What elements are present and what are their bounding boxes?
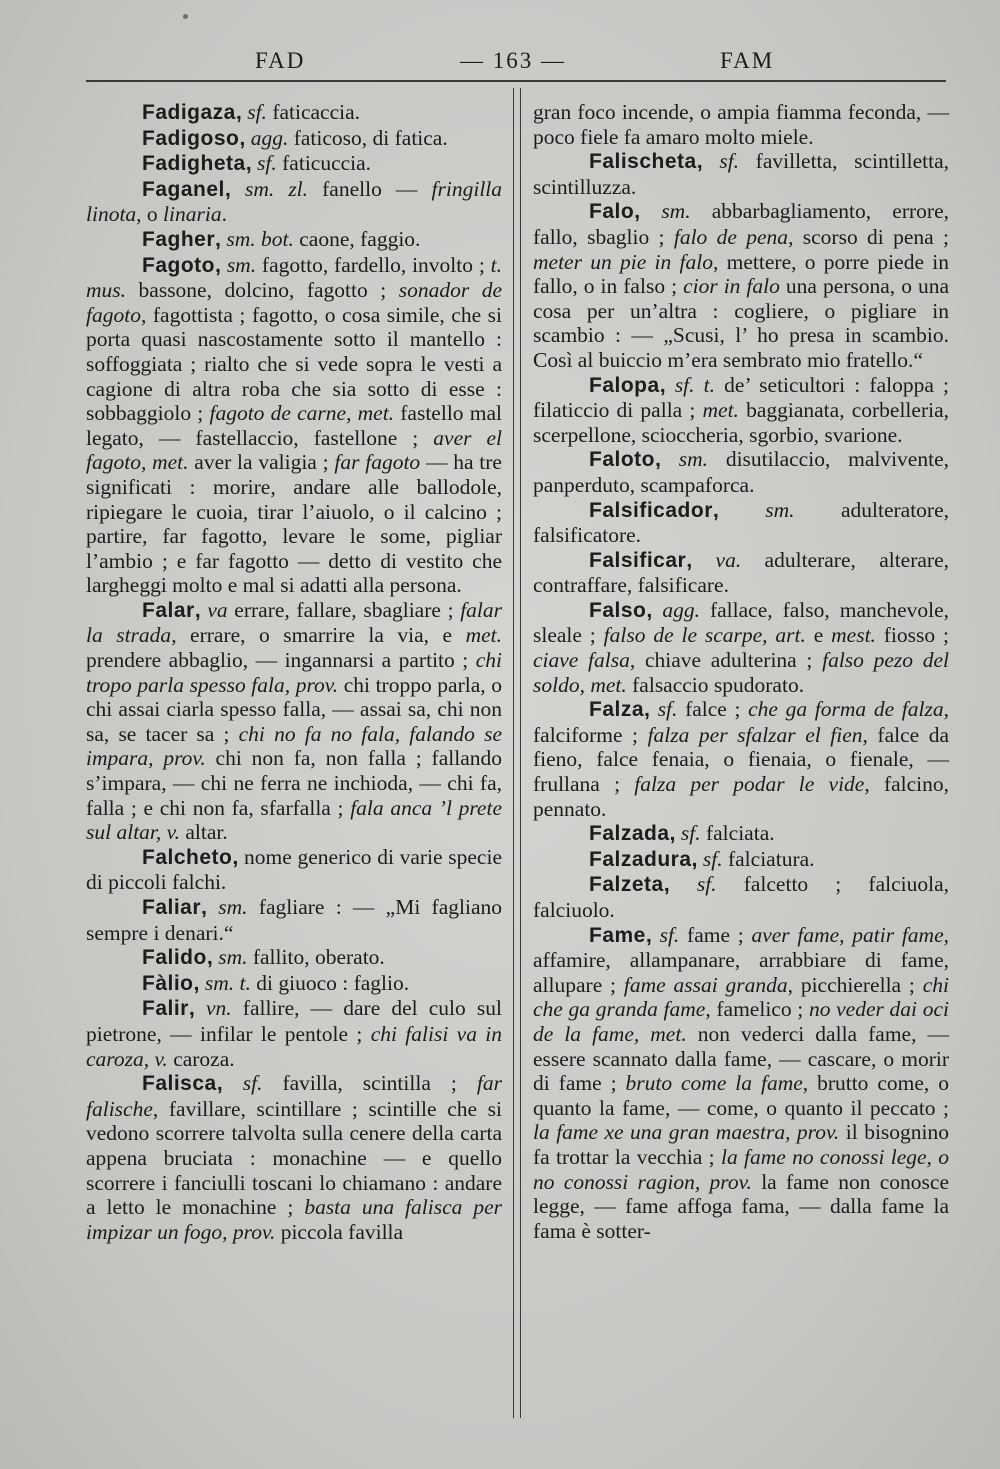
entry-text: adulteratore, falsificatore. [533, 497, 949, 548]
entry-italic-text: far fagoto [334, 450, 421, 475]
entry-text: prendere abbaglio, — ingannarsi a partito ; [86, 648, 476, 673]
entry-headword: Falido [142, 946, 207, 970]
entry-italic-text: sonador de fagoto [86, 278, 502, 327]
entry-text [719, 498, 765, 522]
entry-italic-text: far falische [86, 1071, 502, 1121]
dictionary-entry: Falso, agg. fallace, falso, manchevole, sleale ; falso de le scarpe, art. e mest. fiosso ; ciave falsa, chiave adulterina ; falso pezo del soldo, met. falsaccio spudorato. [533, 597, 949, 697]
entry-text: una persona, o una cosa per un’altra : cogliere, o pigliare in scambio : — „Scusi, l’ ho presa in scambio. Così al buiccio m’era sembrato mio fratello.“ [533, 274, 949, 372]
entry-italic-text: ciave falsa [533, 648, 630, 673]
entry-text: , o [136, 202, 164, 227]
entry-italic-text: sm. [226, 252, 257, 277]
entry-text: fiosso ; [875, 623, 949, 648]
entry-text: altar. [179, 820, 228, 845]
entry-text: falciatura. [722, 846, 815, 871]
dictionary-entry: Falsificador, sm. adulteratore, falsificatore. [533, 497, 949, 548]
entry-text [692, 548, 715, 572]
entry-text: falsaccio spudorato. [626, 672, 805, 697]
dictionary-entry: Falir, vn. fallire, — dare del culo sul pietrone, — infilar le pentole ; chi falisi va in caroza, v. caroza. [86, 996, 503, 1071]
entry-text: di giuoco : faglio. [250, 970, 410, 995]
dictionary-entry: Fame, sf. fame ; aver fame, patir fame, affamire, allampanare, arrabbiare di fame, allupare ; fame assai granda, picchierella ; chi che ga granda fame, famelico ; no veder dai oci de la fame, met. non vederci dalla fame, — essere scannato dalla fame, — cascare, o morir di fame ; bruto come la fame, brutto come, o quanto la fame, — come, o quanto il peccato ; la fame xe una gran maestra, prov. il bisognino fa trottar la vecchia ; la fame no conossi lege, o no conossi ragion, prov. la fame non conosce legge, — fame affoga fama, — dalla fame la fama è sotter- [533, 922, 950, 1243]
entry-text: favilletta, scintilletta, scintilluzza. [533, 149, 950, 199]
entry-text: — ha tre significati : morire, andare alle ballodole, ripiegare le cuoia, tirar l’aiuolo, o il calcino ; partire, far fagotto, levare le some, pigliar l’ambio ; e far fagotto — detto di vestito che largheggi molto e mal si adatti alla persona. [86, 450, 502, 598]
dictionary-entry: Faganel, sm. zl. fanello — fringilla linota, o linaria. [86, 176, 503, 227]
entry-italic-text: falza per podar le vide [634, 772, 865, 797]
dictionary-entry: Falzada, sf. falciata. [589, 821, 775, 846]
entry-headword: Fadigaza [142, 101, 236, 124]
entry-text: adulterare, alterare, contraffare, falsificare. [533, 547, 950, 598]
entry-italic-text: sf. [696, 872, 717, 897]
dictionary-entry: Fagher, sm. bot. caone, faggio. [142, 226, 421, 251]
entry-italic-text: va [207, 597, 228, 622]
dictionary-entry: Faloto, sm. disutilaccio, malvivente, panperduto, scampaforca. [533, 447, 949, 497]
entry-italic-text: chi no fa no fala, falando se impara, prov. [86, 721, 503, 771]
entry-italic-text: sm. [218, 945, 248, 970]
dictionary-entry: Falza, sf. falce ; che ga forma de falza, falciforme ; falza per sfalzar el fien, falce da fieno, falce fenaia, o fienaia, o fienale, — frullana ; falza per podar le vide, falcino, pennato. [533, 697, 950, 821]
dictionary-entry: Falischeta, sf. favilletta, scintilletta, scintilluzza. [533, 149, 950, 199]
entry-text [640, 199, 661, 223]
entry-text: , falciforme ; [533, 697, 949, 747]
dictionary-entry: Fadigaza, sf. faticaccia. [142, 100, 361, 124]
entry-text: fame ; [679, 922, 752, 947]
entry-italic-text: sm. t. [204, 970, 251, 995]
entry-text: faticuccia. [276, 151, 372, 176]
entry-italic-text: sf. [719, 149, 740, 174]
entry-italic-text: met. [465, 623, 503, 648]
ink-speck [183, 14, 188, 19]
entry-text [666, 373, 675, 397]
entry-headword: Fagher [142, 227, 216, 251]
entry-italic-text: sm. [661, 199, 691, 224]
entry-italic-text: mest. [831, 623, 876, 648]
entry-headword: Falo [589, 200, 635, 224]
entry-italic-text: sm. [218, 895, 248, 919]
entry-headword: Falzeta [589, 873, 664, 897]
entry-italic-text: meter un pie in falo [533, 249, 713, 274]
entry-headword: Falopa [589, 373, 660, 397]
entry-text [223, 1071, 243, 1095]
entry-text: faticaccia. [266, 100, 361, 124]
entry-italic-text: cior in falo [683, 274, 780, 299]
entry-italic-text: aver el fagoto, met. [86, 425, 503, 475]
dictionary-entry [533, 100, 949, 149]
dictionary-entry: Falopa, sf. t. de’ seticultori : faloppa ; filaticcio di palla ; met. baggianata, corbelleria, scerpellone, scioccheria, sgorbio, svarione. [533, 372, 950, 447]
entry-headword: Fame [589, 923, 646, 947]
entry-text: fallace, falso, manchevole, sleale ; [533, 597, 949, 648]
dictionary-entry: Fadigheta, sf. faticuccia. [142, 151, 372, 176]
entry-text [652, 923, 660, 947]
entry-italic-text: falza per sfalzar el fien [647, 722, 863, 747]
entry-headword: Faganel [142, 177, 225, 201]
entry-italic-text: linaria [163, 202, 222, 227]
entry-headword: Falso [589, 598, 647, 622]
entry-italic-text: sf. [657, 697, 678, 722]
column-divider [513, 88, 521, 1418]
header-left-guideword: FAD [255, 48, 306, 73]
entry-italic-text: agg. [250, 125, 289, 150]
entry-italic-text: la fame xe una gran maestra, prov. [533, 1120, 840, 1145]
entry-italic-text: sm. bot. [226, 226, 294, 251]
entry-text [231, 177, 245, 201]
dictionary-entry: Fagoto, sm. fagotto, fardello, involto ; t. mus. bassone, dolcino, fagotto ; sonador de fagoto, fagottista ; fagotto, o cosa simile, che si porta quasi nascostamente sotto il mantello : soffoggiata ; rialto che si vede sopra le vesti a cagione di altra roba che sia sotto di esse : sobbaggiolo ; fagoto de carne, met. fastello mal legato, — fastellaccio, fastellone ; aver el fagoto, met. aver la valigia ; far fagoto — ha tre significati : morire, andare alle ballodole, ripiegare le cuoia, tirar l’aiuolo, o il calcino ; partire, far fagotto, levare le some, pigliar l’ambio ; e far fagotto — detto di vestito che largheggi molto e mal si adatti alla persona. [86, 252, 503, 598]
entry-italic-text: aver fame, patir fame [751, 922, 944, 947]
entry-text: abbarbagliamento, errore, fallo, sbaglio ; [533, 199, 949, 249]
entry-text: fanello — [308, 176, 432, 201]
entry-headword: Falar [142, 598, 195, 622]
entry-headword: Falisca [142, 1072, 217, 1096]
entry-text [661, 447, 679, 471]
entry-headword: Falsificador [589, 498, 713, 522]
entry-text: . [221, 202, 227, 227]
entry-text: , errare, o smarrire la via, e [171, 623, 466, 648]
right-column [533, 100, 949, 1243]
entry-headword: Falischeta [589, 150, 697, 174]
entry-text: nome generico di varie specie di piccoli falchi. [86, 844, 502, 895]
entry-text: faticoso, di fatica. [288, 125, 448, 150]
entry-headword: Falir [142, 997, 189, 1021]
entry-text: disutilaccio, malvivente, panperduto, scampaforca. [533, 447, 949, 497]
entry-italic-text: falso de le scarpe, art. [603, 623, 806, 648]
entry-text: , falce da fieno, falce fenaia, o fienaia, o fienale, — frullana ; [533, 722, 949, 797]
entry-text: baggianata, corbelleria, scerpellone, scioccheria, sgorbio, svarione. [533, 398, 950, 447]
entry-italic-text: sf. [247, 100, 267, 124]
entry-italic-text: sf. [702, 846, 723, 871]
dictionary-entry: Falzadura, sf. falciatura. [589, 846, 815, 871]
entry-italic-text: sm. [678, 447, 709, 472]
entry-headword: Fadigheta [142, 152, 246, 176]
entry-italic-text: chi tropo parla spesso fala, prov. [86, 648, 502, 697]
entry-italic-text: vn. [205, 996, 232, 1021]
entry-italic-text: t. mus. [86, 252, 503, 303]
entry-text: falciata. [700, 821, 775, 846]
entry-italic-text: sf. [659, 922, 680, 947]
entry-text: aver la valigia ; [188, 450, 335, 475]
header-right-guideword: FAM [720, 48, 775, 73]
dictionary-entry: Falisca, sf. favilla, scintilla ; far falische, favillare, scintillare ; scintille che si vedono scorrere talvolta sulla cenere della carta appena bruciata : monachine — e quello scorrere i fanciulli toscani lo chiamano : andare a letto le monachine ; basta una falisca per impizar un fogo, prov. piccola favilla [86, 1071, 502, 1244]
entry-italic-text: va. [715, 547, 742, 572]
entry-headword: Falza [589, 698, 645, 722]
dictionary-entry: Falo, sm. abbarbagliamento, errore, fallo, sbaglio ; falo de pena, scorso di pena ; meter un pie in falo, mettere, o porre piede in fallo, o in falso ; cior in falo una persona, o una cosa per un’altra : cogliere, o pigliare in scambio : — „Scusi, l’ ho presa in scambio. Così al buiccio m’era sembrato mio fratello.“ [533, 199, 949, 372]
entry-italic-text: chi che ga granda fame [533, 972, 949, 1022]
dictionary-entry: Falar, va errare, fallare, sbagliare ; falar la strada, errare, o smarrire la via, e met. prendere abbaglio, — ingannarsi a partito ; chi tropo parla spesso fala, prov. chi troppo parla, o chi assai ciarla spesso falla, — assai sa, chi non sa, se tacer sa ; chi no fa no fala, falando se impara, prov. chi non fa, non falla ; fallando s’impara, — chi ne ferra ne inchioda, — chi fa, falla ; e chi non fa, sfarfalla ; fala anca ’l prete sul altar, v. altar. [86, 597, 503, 845]
entry-text: caone, faggio. [293, 226, 421, 251]
dictionary-entry: Fadigoso, agg. faticoso, di fatica. [142, 125, 448, 150]
entry-italic-text: bruto come la fame [625, 1071, 803, 1096]
entry-text: , scorso di pena ; [788, 224, 949, 249]
entry-text: , favillare, scintillare ; scintille che si vedono scorrere talvolta sulla cenere della carta appena bruciata : monachine — e quello scorrere i fanciulli toscani lo chiamano : andare a letto le monachine ; [86, 1096, 502, 1220]
entry-text: caroza. [167, 1046, 235, 1071]
entry-headword: Falzadura [589, 847, 692, 871]
entry-headword: Fadigoso [142, 126, 240, 150]
entry-text: chi non fa, non falla ; fallando s’impara, — chi ne ferra ne inchioda, — chi fa, falla ; e chi non fa, sfarfalla ; [86, 746, 502, 820]
entry-italic-text: basta una falisca per impizar un fogo, prov. [86, 1195, 502, 1244]
entry-text: il bisognino fa trottar la vecchia ; [533, 1120, 950, 1169]
entry-text [703, 149, 720, 173]
entry-headword: Faliar [142, 896, 202, 919]
entry-italic-text: sm. [765, 497, 795, 522]
entry-italic-text: sf. t. [674, 372, 716, 397]
entry-text: , mettere, o porre piede in fallo, o in falso ; [533, 249, 949, 299]
entry-text [652, 598, 662, 622]
entry-text: chi troppo parla, o chi assai ciarla spesso falla, — assai sa, chi non sa, se tacer sa ; [86, 672, 502, 746]
entry-italic-text: falo de pena [673, 224, 789, 249]
entry-text: , famelico ; [705, 997, 809, 1022]
entry-italic-text: chi falisi va in caroza, v. [86, 1021, 503, 1071]
entry-headword: Falzada [589, 822, 670, 846]
entry-italic-text: sm. zl. [244, 176, 309, 201]
entry-text: errare, fallare, sbagliare ; [227, 597, 461, 622]
entry-italic-text: fagoto de carne, met. [209, 401, 395, 426]
entry-headword: Fàlio [142, 971, 194, 995]
entry-text: falce ; [677, 697, 749, 722]
entry-text [207, 895, 218, 919]
entry-text: la fame non conosce legge, — fame affoga fama, — dalla fame la fama è sotter- [533, 1169, 950, 1243]
entry-italic-text: sf. [257, 151, 277, 176]
dictionary-entry: Falzeta, sf. falcetto ; falciuola, falciuolo. [533, 872, 950, 922]
entry-text: , fagottista ; fagotto, o cosa simile, che si porta quasi nascostamente sotto il mantello : soffoggiata ; rialto che si vede sopra le vesti a cagione di altra roba che sia sotto di esse : sobbaggiolo ; [86, 302, 502, 426]
entry-italic-text: fala anca ’l prete sul altar, v. [86, 795, 502, 845]
entry-text: fagotto, fardello, involto ; [256, 252, 491, 277]
entry-italic-text: che ga forma de falza [748, 697, 944, 722]
entry-italic-text: falso pezo del soldo, met. [533, 648, 949, 697]
entry-text: bassone, dolcino, fagotto ; [126, 278, 399, 303]
header-rule [86, 80, 946, 82]
dictionary-entry: Falsificar, va. adulterare, alterare, contraffare, falsificare. [533, 547, 950, 598]
entry-text: fallire, — dare del culo sul pietrone, — infilar le pentole ; [86, 996, 503, 1046]
entry-text: fastello mal legato, — fastellaccio, fastellone ; [86, 401, 502, 450]
entry-text [670, 872, 697, 896]
entry-italic-text: sf. [680, 821, 701, 846]
entry-text: fallito, oberato. [247, 945, 385, 970]
entry-text: fagliare : — „Mi fagliano sempre i denari.“ [86, 895, 502, 945]
entry-italic-text: fame assai granda [623, 972, 788, 997]
entry-text: , brutto come, o quanto la fame, — come, o quanto il peccato ; [533, 1071, 949, 1120]
entry-text: non vederci dalla fame, — essere scannato dalla fame, — cascare, o morir di fame ; [533, 1021, 949, 1096]
dictionary-entry: Fàlio, sm. t. di giuoco : faglio. [142, 970, 410, 995]
entry-text: , picchierella ; [787, 972, 923, 997]
entry-italic-text: agg. [662, 597, 700, 622]
dictionary-entry: Falido, sm. fallito, oberato. [142, 945, 385, 970]
entry-text: falcetto ; falciuola, falciuolo. [533, 872, 950, 922]
entry-text: piccola favilla [275, 1219, 404, 1244]
entry-headword: Falsificar [589, 548, 687, 572]
page-number: — 163 — [460, 48, 566, 73]
entry-italic-text: no veder dai oci de la fame, met. [533, 997, 949, 1046]
entry-text: gran foco incende, o ampia fiamma feconda, — poco fiele fa amaro molto miele. [533, 100, 949, 149]
entry-italic-text: met. [702, 398, 739, 423]
entry-italic-text: sf. [242, 1071, 263, 1096]
left-column [86, 100, 502, 1244]
entry-text: , affamire, allampanare, arrabbiare di fame, allupare ; [533, 922, 949, 997]
entry-italic-text: fringilla linota [86, 176, 503, 227]
running-header [0, 44, 1000, 80]
entry-headword: Falcheto [142, 845, 233, 869]
entry-text: de’ seticultori : faloppa ; filaticcio di palla ; [533, 372, 949, 423]
entry-italic-text: la fame no conossi lege, o no conossi ragion, prov. [533, 1144, 950, 1194]
entry-text: e [805, 623, 832, 648]
entry-text: favilla, scintilla ; [262, 1071, 477, 1096]
dictionary-entry: Faliar, sm. fagliare : — „Mi fagliano sempre i denari.“ [86, 895, 502, 945]
entry-italic-text: falar la strada [86, 597, 503, 648]
dictionary-entry: Falcheto, nome generico di varie specie di piccoli falchi. [86, 844, 502, 895]
entry-headword: Faloto [589, 448, 655, 472]
entry-text [195, 996, 206, 1020]
entry-text: , chiave adulterina ; [629, 648, 823, 673]
entry-text: , falcino, pennato. [533, 772, 950, 821]
entry-text [650, 697, 658, 721]
entry-headword: Fagoto [142, 253, 215, 277]
